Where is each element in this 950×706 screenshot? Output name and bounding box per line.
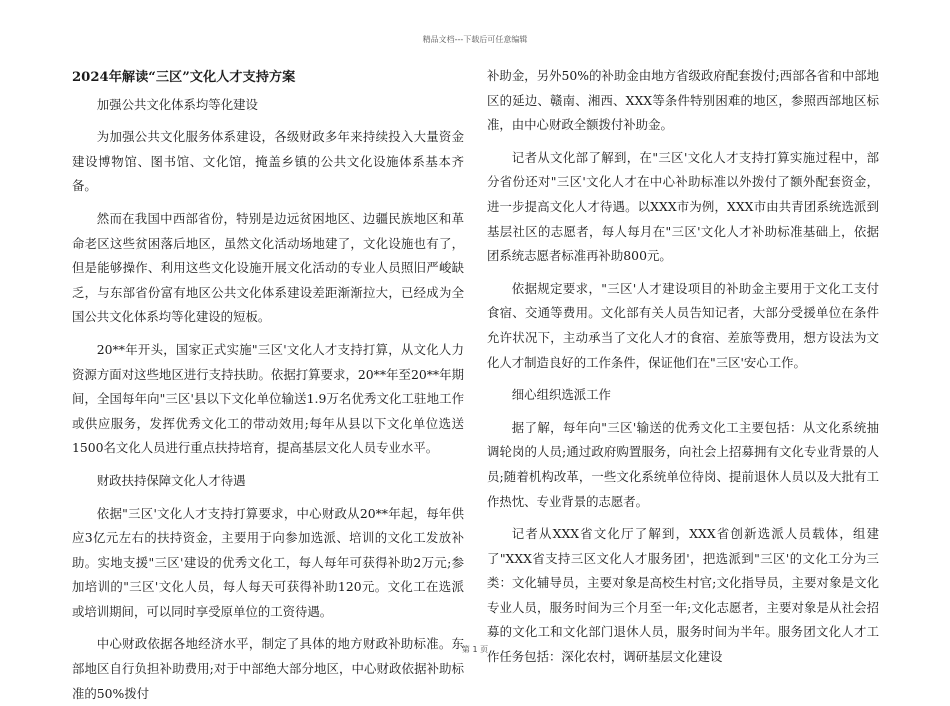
body-paragraph: 依据规定要求，"三区'人才建设项目的补助金主要用于文化工支付食宿、交通等费用。文化部有关人员告知记者，大部分受援单位在条件允许状况下，主动承当了文化人才的食宿、差旅等费用，想方设法为文化人才制造良好的工作条件，保证他们在"三区'安心工作。 <box>487 280 879 370</box>
page-footer: 第 1 页 <box>461 645 489 654</box>
body-paragraph: 20**年开头，国家正式实施"三区'文化人才支持打算，从文化人力资源方面对这些地区进行支持扶助。依据打算要求，20**年至20**年期间，全国每年向"三区'县以下文化单位输送1.9万名优秀文化工驻地工作或供应服务，发挥优秀文化工的带动效用;每年从县以下文化单位选送1500名文化人员进行重点扶持培育，提高基层文化人员专业水平。 <box>72 341 464 456</box>
left-column <box>72 66 464 706</box>
body-paragraph: 然而在我国中西部省份，特别是边远贫困地区、边疆民族地区和革命老区这些贫困落后地区，虽然文化活动场地建了，文化设施也有了，但是能够操作、利用这些文化设施开展文化活动的专业人员照旧严峻缺乏，与东部省份富有地区公共文化体系建设差距渐渐拉大，已经成为全国公共文化体系均等化建设的短板。 <box>72 210 464 325</box>
body-paragraph: 中心财政依据各地经济水平，制定了具体的地方财政补助标准。东部地区自行负担补助费用;对于中部绝大部分地区，中心财政依据补助标准的50%拨付 <box>72 636 464 701</box>
section-heading: 加强公共文化体系均等化建设 <box>96 96 258 112</box>
document-title: 2024年解读“三区”文化人才支持方案 <box>72 70 296 85</box>
page-header: 精品文档---下载后可任意编辑 <box>422 35 528 44</box>
body-paragraph: 记者从XXX省文化厅了解到，XXX省创新选派人员载体，组建了"XXX省支持三区文化人才服务团'，把选派到"三区'的文化工分为三类：文化辅导员，主要对象是高校生村官;文化指导员，主要对象是文化专业人员，服务时间为三个月至一年;文化志愿者，主要对象是从社会招募的文化工和文化部门退休人员，服务时间为半年。服务团文化人才工作任务包括：深化农村，调研基层文化建设 <box>487 526 879 665</box>
section-heading: 财政扶持保障文化人才待遇 <box>96 472 246 488</box>
body-paragraph-continued: 补助金，另外50%的补助金由地方省级政府配套拨付;西部各省和中部地区的延边、赣南、湘西、XXX等条件特别困难的地区，参照西部地区标准，由中心财政全额拨付补助金。 <box>487 68 879 133</box>
body-paragraph: 为加强公共文化服务体系建设，各级财政多年来持续投入大量资金建设博物馆、图书馆、文化馆，掩盖乡镇的公共文化设施体系基本齐备。 <box>72 129 464 194</box>
body-paragraph: 记者从文化部了解到，在"三区'文化人才支持打算实施过程中，部分省份还对"三区'文化人才在中心补助标准以外拨付了额外配套资金，进一步提高文化人才待遇。以XXX市为例，XXX市由共青团系统选派到基层社区的志愿者，每人每月在"三区'文化人才补助标准基础上，依据团系统志愿者标准再补助800元。 <box>487 149 879 264</box>
body-paragraph: 据了解，每年向"三区'输送的优秀文化工主要包括：从文化系统抽调轮岗的人员;通过政府购置服务，向社会上招募拥有文化专业背景的人员;随着机构改革，一些文化系统单位待岗、提前退休人员以及大批有工作热忱、专业背景的志愿者。 <box>487 419 879 509</box>
section-heading: 细心组织选派工作 <box>511 387 611 403</box>
right-column <box>487 64 879 670</box>
body-paragraph: 依据"三区'文化人才支持打算要求，中心财政从20**年起，每年供应3亿元左右的扶持资金，主要用于向参加选派、培训的文化工发放补助。实地支援"三区'建设的优秀文化工，每人每年可获得补助2万元;参加培训的"三区'文化人员，每人每天可获得补助120元。文化工在选派或培训期间，可以同时享受原单位的工资待遇。 <box>72 505 464 619</box>
